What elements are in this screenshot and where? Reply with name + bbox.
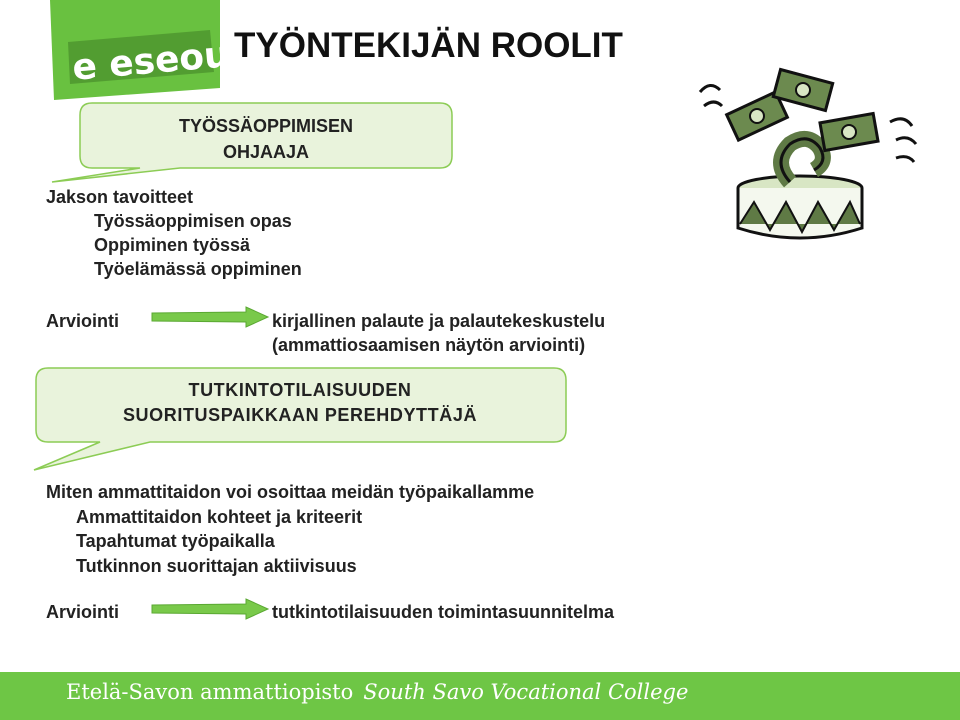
evaluation-1-line2: (ammattiosaamisen näytön arviointi) <box>272 335 586 355</box>
bubble-1-text <box>80 113 452 165</box>
bubble-1-line1: TYÖSSÄOPPIMISEN <box>178 116 354 136</box>
footer-text <box>66 680 688 704</box>
bubble-1-line2: OHJAAJA <box>222 142 310 162</box>
evaluation-1-label: Arviointi <box>46 311 120 331</box>
page-title: TYÖNTEKIJÄN ROOLIT <box>234 26 623 65</box>
section-2 <box>46 480 534 578</box>
evaluation-2-text: tutkintotilaisuuden toimintasuunnitelma <box>272 602 614 622</box>
bubble-2-line1: TUTKINTOTILAISUUDEN <box>188 380 412 400</box>
arrow-right-icon <box>150 306 270 328</box>
section-1-heading: Jakson tavoitteet <box>46 187 194 207</box>
section-2-item: Tutkinnon suorittajan aktiivisuus <box>76 555 357 576</box>
bubble-2-text <box>36 378 564 428</box>
svg-text:e eseou: e eseou <box>70 34 220 89</box>
evaluation-1-text <box>272 309 605 357</box>
evaluation-2-label: Arviointi <box>46 602 120 622</box>
section-1-item: Työssäoppimisen opas <box>94 211 292 231</box>
evaluation-1-line1: kirjallinen palaute ja palautekeskustelu <box>272 311 606 331</box>
section-2-heading: Miten ammattitaidon voi osoittaa meidän työpaikallamme <box>46 482 535 502</box>
section-2-item: Tapahtumat työpaikalla <box>76 531 275 551</box>
section-2-item: Ammattitaidon kohteet ja kriteerit <box>76 506 363 527</box>
footer-finnish-name: Etelä-Savon ammattiopisto <box>66 680 354 704</box>
section-1 <box>46 185 302 281</box>
acrobat-money-clipart-icon <box>690 62 930 262</box>
arrow-right-icon <box>150 598 270 620</box>
footer-english-name: South Savo Vocational College <box>363 680 689 704</box>
bubble-2-line2: SUORITUSPAIKKAAN PEREHDYTTÄJÄ <box>122 405 478 425</box>
section-1-item: Työelämässä oppiminen <box>94 259 302 279</box>
section-1-item: Oppiminen työssä <box>94 235 251 255</box>
